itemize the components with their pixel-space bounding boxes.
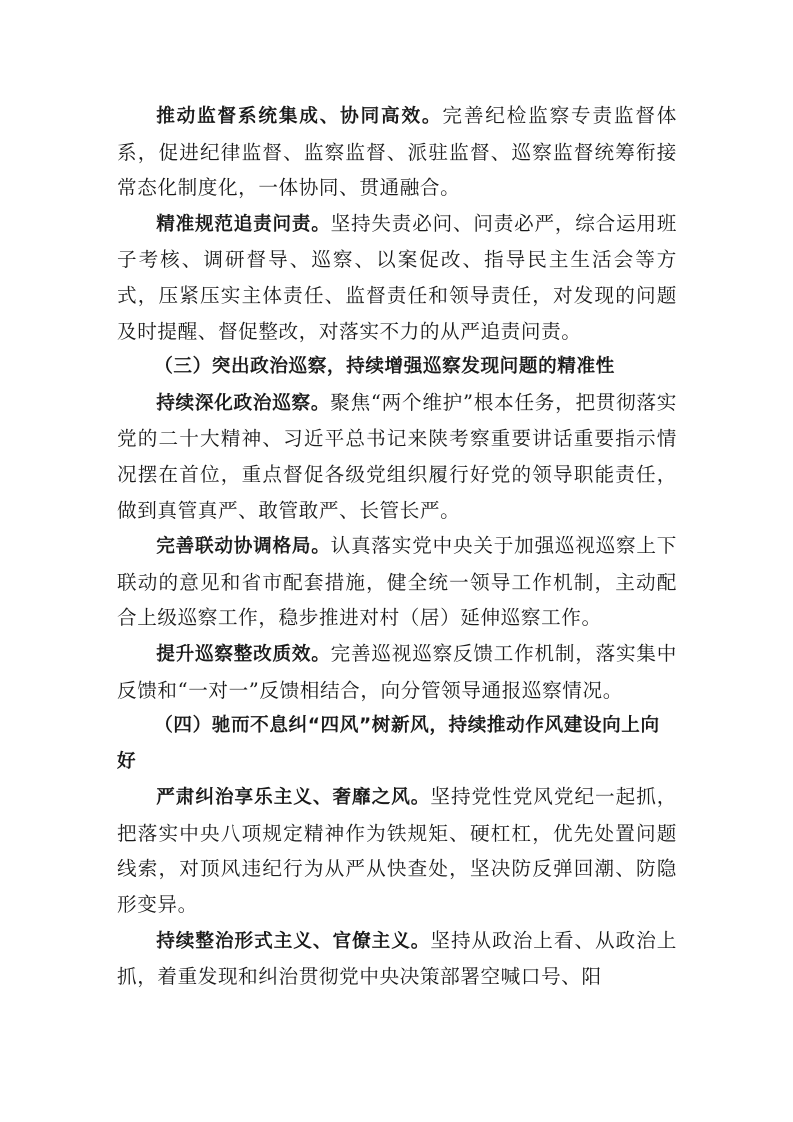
paragraph-lead: 持续整治形式主义、官僚主义。	[156, 930, 431, 952]
paragraph-text: 聚焦“两个维护”根本任务，把贯彻落实党的二十大精神、习近平总书记来陕考察重要讲话重要指示情况摆在首位，重点督促各级党组织履行好党的领导职能责任，做到真管真严、敢管敢严、长管长严。	[117, 390, 677, 522]
paragraph-text: 完善纪检监察专责监督体系，促进纪律监督、监察监督、派驻监督、巡察监督统筹衔接常态化制度化，一体协同、贯通融合。	[117, 104, 677, 200]
paragraph-text: 完善巡视巡察反馈工作机制，落实集中反馈和“一对一”反馈相结合，向分管领导通报巡察情况。	[117, 641, 677, 702]
section-heading-3: （三）突出政治巡察，持续增强巡察发现问题的精准性	[154, 356, 615, 378]
paragraph-text: 坚持党性党风党纪一起抓，把落实中央八项规定精神作为铁规矩、硬杠杠，优先处置问题线索，对顶风违纪行为从严从快查处，坚决防反弹回潮、防隐形变异。	[117, 785, 677, 917]
paragraph-lead: 推动监督系统集成、协同高效。	[156, 106, 443, 127]
paragraph-text: 坚持失责必问、问责必严，综合运用班子考核、调研督导、巡察、以案促改、指导民主生活会等方式，压紧压实主体责任、监督责任和领导责任，对发现的问题及时提醒、督促整改，对落实不力的从严追责问责。	[117, 211, 677, 343]
paragraph-text: 坚持从政治上看、从政治上抓，着重发现和纠治贯彻党中央决策部署空喊口号、阳	[117, 928, 677, 989]
paragraph-3	[117, 385, 677, 528]
paragraph-text: 认真落实党中央关于加强巡视巡察上下联动的意见和省市配套措施，健全统一领导工作机制，主动配合上级巡察工作，稳步推进对村（居）延伸巡察工作。	[117, 534, 677, 630]
paragraph-lead: 完善联动协调格局。	[156, 536, 331, 558]
paragraph-lead: 提升巡察整改质效。	[156, 643, 331, 665]
paragraph-lead: 持续深化政治巡察。	[156, 392, 331, 414]
paragraph-6	[117, 779, 677, 922]
paragraph-lead: 严肃纠治享乐主义、奢靡之风。	[156, 787, 431, 809]
paragraph-lead: 精准规范追责问责。	[156, 213, 331, 235]
paragraph-1	[117, 98, 677, 206]
document-page	[117, 98, 677, 995]
paragraph-5	[117, 636, 677, 708]
paragraph-4	[117, 528, 677, 636]
paragraph-7	[117, 923, 677, 995]
paragraph-2	[117, 206, 677, 349]
section-heading-4: （四）驰而不息纠“四风”树新风，持续推动作风建设向上向好	[117, 715, 660, 772]
